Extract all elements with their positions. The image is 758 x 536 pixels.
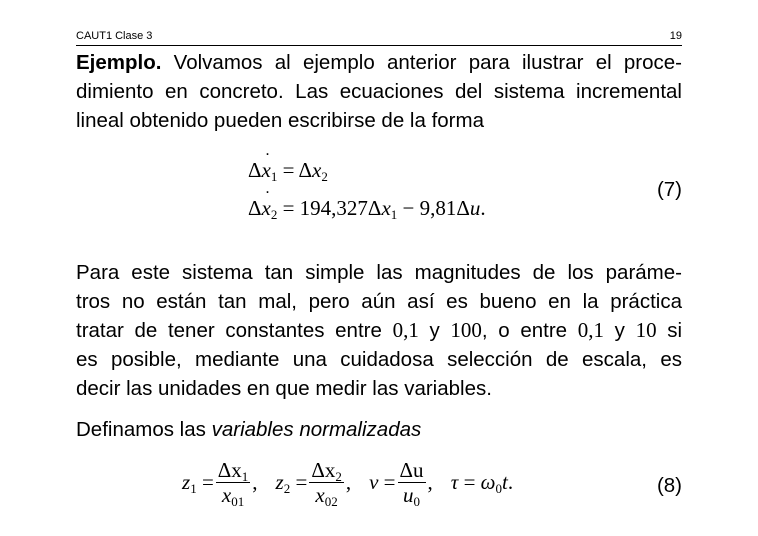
page-number: 19 <box>669 30 682 42</box>
denominator <box>309 483 344 507</box>
fraction-z1 <box>216 458 251 507</box>
delta-symbol: Δ <box>248 196 262 220</box>
x-variable: x <box>312 158 322 182</box>
subscript: 02 <box>324 494 338 509</box>
math-value: 0,1 <box>392 318 419 342</box>
z2-definition <box>276 470 308 495</box>
equals: = <box>290 470 308 494</box>
subscript: 1 <box>270 169 278 184</box>
math-value: 100 <box>450 318 482 342</box>
intro-line-1 <box>76 48 682 77</box>
subscript: 1 <box>190 481 197 496</box>
subscript: 2 <box>321 169 328 184</box>
v-variable: v <box>369 470 379 494</box>
intro-line-2: dimiento en concreto. Las ecuaciones del sistema incremental <box>76 80 682 103</box>
mag-text-b: y <box>429 319 440 342</box>
numerator <box>309 458 344 483</box>
comma: , <box>252 470 258 494</box>
subscript: 1 <box>241 469 249 484</box>
paragraph-definitions <box>76 415 682 444</box>
delta-symbol: Δ <box>248 158 262 182</box>
equals: = <box>196 470 214 494</box>
def-line <box>76 415 682 444</box>
denominator <box>398 483 426 507</box>
equals-delta: = Δ <box>277 158 313 182</box>
mag-text-c: , o entre <box>481 319 568 342</box>
equals: = <box>458 470 481 494</box>
equation-number-7: (7) <box>656 178 682 201</box>
mag-line-4: es posible, mediante una cuidadosa selección de escala, es <box>76 348 682 371</box>
subscript: 01 <box>231 494 245 509</box>
def-text: Definamos las <box>76 418 212 441</box>
intro-line-3: lineal obtenido pueden escribirse de la forma <box>76 109 484 132</box>
math-value: 0,1 <box>577 318 604 342</box>
u-variable: u <box>469 196 481 220</box>
numerator <box>216 458 251 483</box>
v-definition <box>369 470 395 495</box>
intro-text-1: Volvamos al ejemplo anterior para ilustrar el proce- <box>173 51 682 74</box>
equation-7-row-2 <box>248 196 486 221</box>
x-variable: x <box>315 483 325 507</box>
tau-definition <box>451 470 513 495</box>
math-value: 10 <box>635 318 657 342</box>
example-label: Ejemplo. <box>76 51 162 74</box>
header-left: CAUT1 Clase 3 <box>76 30 153 42</box>
mag-line-2: tros no están tan mal, pero aún así es bueno en la práctica <box>76 290 682 313</box>
u-variable: u <box>403 483 414 507</box>
delta-x: Δx <box>217 458 242 482</box>
header-rule <box>76 45 682 46</box>
x-dot: ˙ x <box>262 158 271 183</box>
denominator <box>216 483 251 507</box>
paragraph-intro <box>76 48 682 135</box>
mag-line-3 <box>76 316 682 345</box>
subscript: 2 <box>283 481 291 496</box>
subscript: 0 <box>495 481 502 496</box>
mag-line-1: Para este sistema tan simple las magnitudes de los paráme- <box>76 261 682 284</box>
z1-definition <box>182 470 214 495</box>
comma: , <box>427 470 433 494</box>
omega-variable: ω <box>480 470 496 494</box>
subscript: 2 <box>335 469 342 484</box>
z-variable: z <box>182 470 191 494</box>
equation-7-row-1 <box>248 158 328 183</box>
equals-coefficient: = 194,327Δ <box>277 196 382 220</box>
period: . <box>507 470 514 494</box>
mag-line-5: decir las unidades en que medir las variables. <box>76 377 492 400</box>
def-italic: variables normalizadas <box>211 418 422 441</box>
period: . <box>480 196 486 220</box>
subscript: 0 <box>413 494 421 509</box>
mag-text-a: tratar de tener constantes entre <box>76 319 382 342</box>
mag-text-e: si <box>667 319 683 342</box>
z-variable: z <box>275 470 284 494</box>
fraction-z2 <box>309 458 344 507</box>
subscript: 2 <box>270 207 278 222</box>
equation-number-8: (8) <box>656 474 682 497</box>
comma: , <box>345 470 352 494</box>
fraction-v <box>398 458 426 507</box>
subscript: 1 <box>390 207 398 222</box>
minus-coefficient: − 9,81Δ <box>397 196 470 220</box>
delta-u: Δu <box>399 458 424 482</box>
tau-variable: τ <box>450 470 459 494</box>
numerator <box>398 458 426 483</box>
equation-8 <box>182 458 513 507</box>
x-variable: x <box>381 196 391 220</box>
paragraph-magnitudes <box>76 258 682 403</box>
t-variable: t <box>501 470 508 494</box>
delta-x: Δx <box>311 458 336 482</box>
x-dot: ˙ x <box>262 196 271 221</box>
equals: = <box>378 470 396 494</box>
x-variable: x <box>221 483 232 507</box>
mag-text-d: y <box>614 319 625 342</box>
